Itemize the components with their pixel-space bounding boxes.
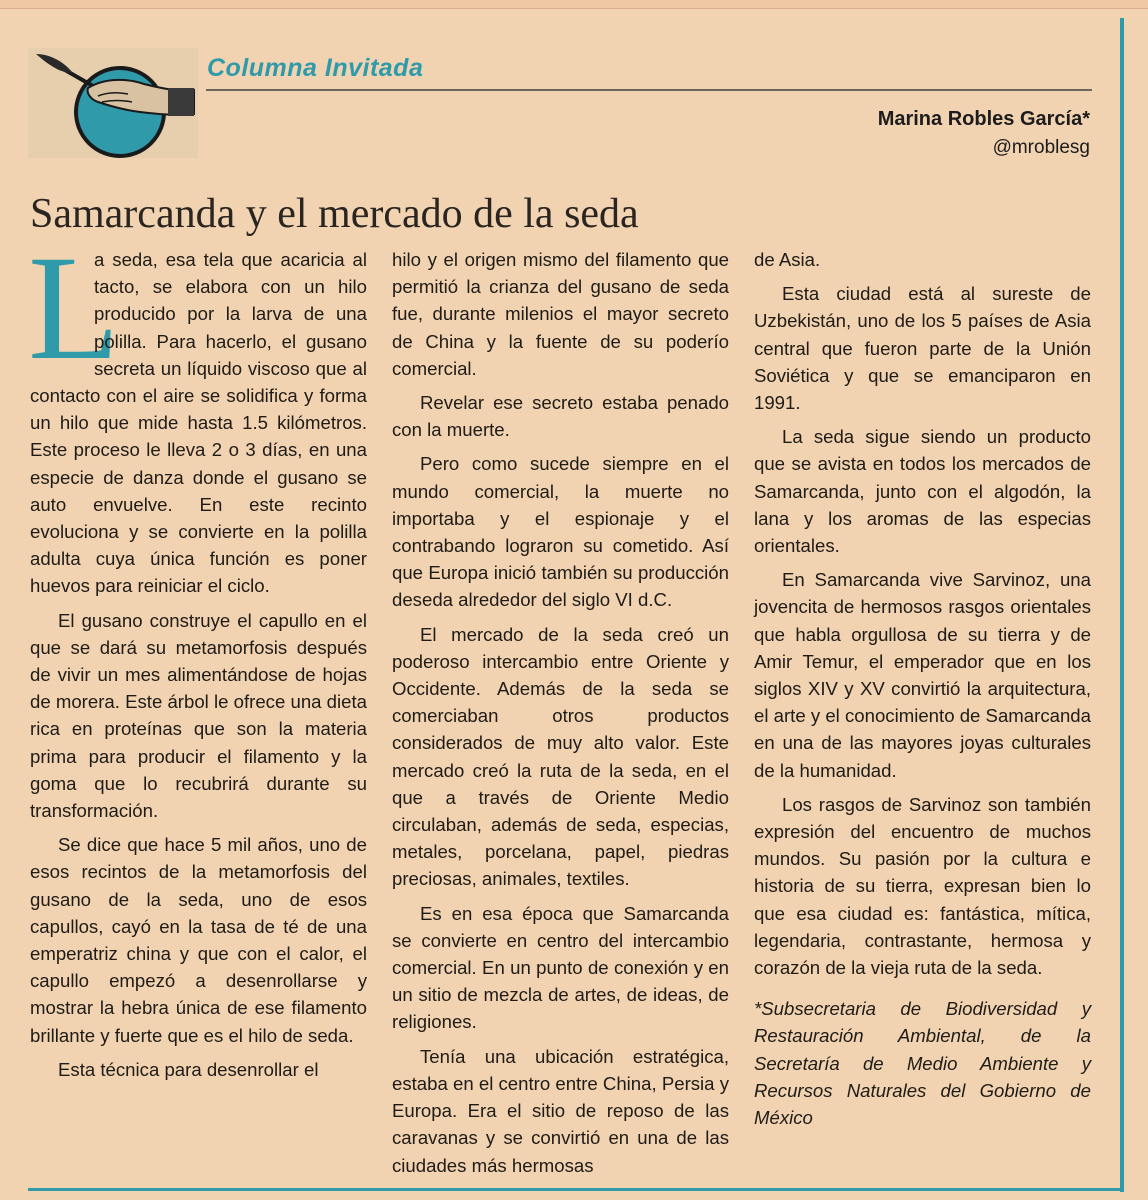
paragraph: El gusano construye el capullo en el que se dará su metamorfosis después de vivir un mes alimentándose de hojas de morera. Este árbol le ofrece una dieta rica en proteínas que son la materia prima para producir el filamento y la goma que lo recubrirá durante su transformación.: [30, 609, 367, 822]
drop-cap-letter: L: [28, 225, 120, 391]
quill-hand-logo-icon: [28, 48, 198, 158]
bottom-border-rule: [28, 1188, 1124, 1191]
paragraph: de Asia.: [754, 249, 821, 270]
paragraph: Pero como sucede siempre en el mundo comercial, la muerte no importaba y el espionaje y el contrabando lograron su cometido. Así que Europa inició también su producción deseda alrededor del siglo VI d.C.: [392, 453, 729, 611]
right-border-rule: [1120, 18, 1124, 1192]
paragraph: La seda sigue siendo un producto que se avista en todos los mercados de Samarcanda, junto con el algodón, la lana y los aromas de las especias orientales.: [754, 426, 1091, 557]
paragraph: Esta ciudad está al sureste de Uzbekistán, uno de los 5 países de Asia central que fueron parte de la Unión Soviética y que se emanciparon en 1991.: [754, 283, 1091, 414]
drop-cap: [28, 225, 120, 391]
article-headline: Samarcanda y el mercado de la seda: [30, 191, 639, 237]
article-column-2: [392, 246, 729, 1186]
paragraph: hilo y el origen mismo del filamento que permitió la crianza del gusano de seda fue, durante milenios el mayor secreto de China y la fuente de su poderío comercial.: [392, 249, 729, 379]
paragraph: El mercado de la seda creó un poderoso intercambio entre Oriente y Occidente. Además de la seda se comerciaban otros productos considerados de muy alto valor. Este mercado creó la ruta de la seda, en el que a través de Oriente Medio circulaban, además de seda, especias, metales, porcelana, papel, piedras preciosas, animales, textiles.: [392, 623, 729, 890]
paragraph: Tenía una ubicación estratégica, estaba en el centro entre China, Persia y Europa. Era el sitio de reposo de las caravanas y se convirtió en una de las ciudades más hermosas: [392, 1045, 729, 1176]
paragraph: Los rasgos de Sarvinoz son también expresión del encuentro de muchos mundos. Su pasión por la cultura e historia de su tierra, expresan bien lo que esa ciudad es: fantástica, mítica, legendaria, contrastante, hermosa y corazón de la vieja ruta de la seda.: [754, 793, 1091, 979]
author-name: Marina Robles García*: [877, 108, 1090, 130]
section-label: Columna Invitada: [207, 54, 424, 82]
paragraph: Es en esa época que Samarcanda se convierte en centro del intercambio comercial. En un punto de conexión y en un sitio de mezcla de artes, de ideas, de religiones.: [392, 902, 729, 1033]
section-divider: [206, 89, 1092, 91]
page-top-edge: [0, 0, 1148, 9]
article-column-1: [28, 225, 367, 1090]
paragraph: Se dice que hace 5 mil años, uno de esos recintos de la metamorfosis del gusano de la seda, uno de esos capullos, cayó en la tasa de té de una emperatriz china y que con el calor, el capullo empezó a desenrollarse y mostrar la hebra única de ese filamento brillante y fuerte que es el hilo de seda.: [30, 834, 367, 1046]
author-footnote: *Subsecretaria de Biodiversidad y Restauración Ambiental, de la Secretaría de Medio Ambiente y Recursos Naturales del Gobierno de México: [754, 998, 1091, 1129]
paragraph: Esta técnica para desenrollar el: [58, 1058, 319, 1080]
paragraph: [28, 225, 367, 600]
paragraph: Revelar ese secreto estaba penado con la muerte.: [392, 392, 729, 441]
article-column-3: [754, 246, 1091, 1138]
author-handle: @mroblesg: [992, 137, 1090, 158]
paragraph: En Samarcanda vive Sarvinoz, una jovencita de hermosos rasgos orientales que habla orgullosa de su tierra y de Amir Temur, el emperador que en los siglos XIV y XV convirtió la arquitectura, el arte y el conocimiento de Samarcanda en una de las mayores joyas culturales de la humanidad.: [754, 569, 1091, 781]
paragraph-text: a seda, esa tela que acaricia al tacto, se elabora con un hilo producido por la larva de una polilla. Para hacerlo, el gusano secreta un líquido viscoso que al contacto con el aire se solidifica y forma un hilo que mide hasta 1.5 kilómetros. Este proceso le lleva 2 o 3 días, en una especie de danza donde el gusano se auto envuelve. En este recinto evoluciona y se convierte en la polilla adulta cuya única función es poner huevos para reiniciar el ciclo.: [30, 249, 367, 597]
